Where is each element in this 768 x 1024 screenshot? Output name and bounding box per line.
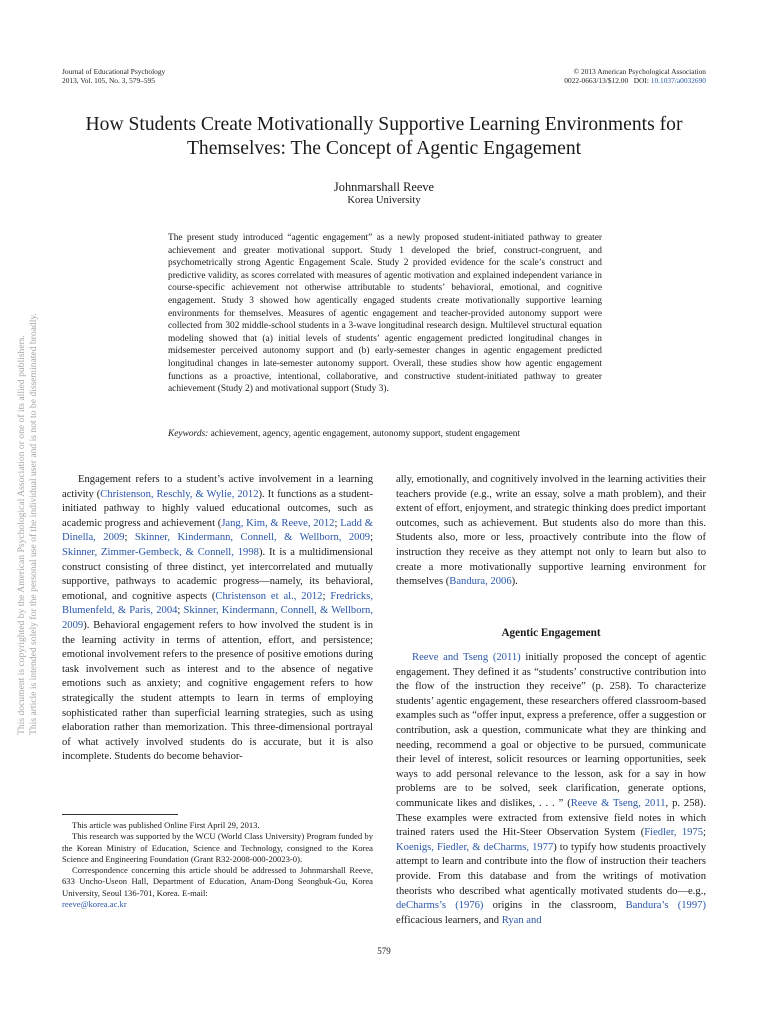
email-link[interactable]: reeve@korea.ac.kr: [62, 899, 127, 910]
continued-paragraph: [396, 473, 706, 590]
citation-link[interactable]: Ladd & Dinella, 2009: [62, 517, 373, 544]
body-text: ;: [177, 605, 184, 617]
body-text: ;: [370, 532, 374, 544]
body-text: ).: [511, 576, 518, 588]
keywords-list: achievement, agency, agentic engagement, autonomy support, student engagement: [210, 429, 521, 439]
section-heading: Agentic Engagement: [501, 627, 601, 639]
copyright-header: [564, 67, 706, 85]
citation-link[interactable]: Christenson, Reschly, & Wylie, 2012: [100, 488, 259, 500]
intro-paragraph: [62, 473, 373, 765]
footnotes: [62, 820, 373, 910]
body-column-left: [62, 473, 373, 765]
citation-link[interactable]: Christenson et al., 2012: [215, 590, 323, 602]
footnote-rule: [62, 814, 178, 815]
journal-name: Journal of Educational Psychology: [62, 67, 166, 76]
issn: 0022-0663/13/$12.00: [564, 76, 629, 85]
body-text: ). Behavioral engagement refers to how involved the student is in the learning activity in terms of attention, effort, and persistence; emotional involvement refers to the presence of positive emotions during task involvement such as interest and to the absence of negative emotions such as anxiety; and cognitive engagement refers to how strategically the student attempts to learn in terms of employing sophisticated rather than superficial learning strategies, such as using elaboration rather than memorization. This three-dimensional portrayal of what actively involved students do is accurate, but it is also incomplete. Students do become behavior-: [62, 619, 373, 763]
article-title: [40, 113, 728, 161]
citation-link[interactable]: deCharms’s (1976): [396, 900, 484, 912]
citation-link[interactable]: Fiedler, 1975: [644, 827, 704, 839]
body-text: ;: [334, 517, 341, 529]
citation-link[interactable]: Bandura, 2006: [449, 576, 512, 588]
citation-link[interactable]: Ryan and: [501, 914, 542, 926]
body-text: origins in the classroom,: [483, 900, 626, 912]
body-text: initially proposed the concept of agentic engagement. They defined it as “students’ constructive contribution into the flow of the instruction they receive” (p. 258). To characterize students’ agentic engagement, these researchers offered classroom-based examples such as “offer input, express a preference, offer a suggestion or contribution, ask a question, communicate what they are thinking and needing, recommend a goal or objective to be pursued, communicate their level of interest, solicit resources or learning opportunities, seek ways to add personal relevance to the lesson, ask for a say in how problems are to be solved, seek clarification, generate options, communicate likes and dislikes, . . . ” (: [396, 652, 706, 809]
footnote-published: This article was published Online First April 29, 2013.: [72, 820, 260, 830]
author-affiliation: Korea University: [347, 195, 421, 206]
citation-link[interactable]: Skinner, Kindermann, Connell, & Wellborn, 2009: [134, 532, 371, 544]
citation-link[interactable]: Fredricks, Blumenfeld, & Paris, 2004: [62, 590, 373, 617]
body-text: ally, emotionally, and cognitively involved in the learning activities their teachers provide (e.g., write an essay, solve a math problem), and their extent of effort, enjoyment, and strategic thinking does predict important outcomes, such as achievement. But students also do more than this. Students also, more or less, proactively contribute into the flow of instruction they receive as they attempt not only to learn but also to create a more motivationally supportive learning environment for themselves (: [396, 474, 706, 588]
footnote-correspondence: [62, 865, 373, 910]
body-text: ). It is a multidimensional construct consisting of three distinct, yet intercorrelated and mutually supportive, pathways to academic progress—namely, its behavioral, emotional, and cognitive aspects (: [62, 546, 373, 602]
body-text: ;: [124, 532, 135, 544]
citation-link[interactable]: Jang, Kim, & Reeve, 2012: [221, 517, 335, 529]
citation-link[interactable]: Skinner, Kindermann, Connell, & Wellborn, 2009: [62, 605, 374, 631]
citation-link[interactable]: Bandura’s (1997): [625, 900, 706, 912]
side-notice-line-2: This article is intended solely for the personal use of the individual user and is not to be disseminated broadly.: [28, 313, 39, 735]
citation-link[interactable]: Reeve & Tseng, 2011: [570, 797, 666, 809]
footnote-funding: This research was supported by the WCU (World Class University) Program funded by the Korean Ministry of Education, Science and Technology, consigned to the Korea Science and Engineering Foundation (Grant R32-2008-000-20023-0).: [62, 831, 373, 864]
agentic-paragraph: [396, 651, 706, 928]
body-text: ) to typify how students proactively attempt to learn and contribute into the flow of instruction their teachers provide. From this database and from the writings of motivation theorists who described what agentically motivated students do—e.g.,: [396, 841, 706, 897]
side-notice-line-1: This document is copyrighted by the American Psychological Association or one of its allied publishers.: [16, 335, 27, 735]
doi-link[interactable]: 10.1037/a0032690: [650, 76, 706, 85]
body-text: ). It functions as a student-initiated pathway to highly valued educational outcomes, such as academic progress and achievement (: [62, 488, 373, 529]
abstract: The present study introduced “agentic engagement” as a newly proposed student-initiated pathway to greater achievement and greater motivational support. Study 1 developed the brief, construct-congruent, and psychometrically strong Agentic Engagement Scale. Study 2 provided evidence for the scale’s construct and predictive validity, as scores correlated with measures of agentic motivation and explained independent variance in course-specific achievement not otherwise attributable to students’ behavioral, emotional, and cognitive engagement. Study 3 showed how agentically engaged students create motivationally supportive learning environments for themselves. Measures of agentic engagement and teacher-provided autonomy support were collected from 302 middle-school students in a 3-wave longitudinal research design. Multilevel structural equation modeling showed that (a) initial levels of students’ agentic engagement predicted longitudinal changes in midsemester perceived autonomy support and (b) early-semester changes in agentic engagement predicted longitudinal changes in late-semester autonomy support. Overall, these studies show how agentic engagement functions as a proactive, intentional, collaborative, and constructive student-initiated pathway to greater achievement (Study 2) and motivational support (Study 3).: [168, 233, 602, 395]
volume-line: 2013, Vol. 105, No. 3, 579–595: [62, 76, 155, 85]
doi-label: DOI:: [633, 76, 649, 85]
body-column-right-section: [396, 651, 706, 928]
body-text: efficacious learners, and: [396, 914, 502, 926]
body-text: , p. 258). These examples were extracted from extensive field notes in which trained raters used the Hit-Steer Observation System (: [396, 797, 706, 839]
body-text: Engagement refers to a student’s active involvement in a learning activity (: [62, 474, 373, 500]
correspondence-text: Correspondence concerning this article should be addressed to Johnmarshall Reeve, 633 Uncho-Useon Hall, Department of Education, Anam-Dong Seongbuk-Gu, Korea University, Seoul 136-701, Korea. E-mail:: [62, 865, 373, 898]
body-text: ;: [703, 827, 706, 839]
page-number: 579: [377, 946, 391, 956]
title-line-2: Themselves: The Concept of Agentic Engagement: [186, 138, 582, 159]
title-line-1: How Students Create Motivationally Supportive Learning Environments for: [85, 114, 683, 135]
body-column-right: [396, 473, 706, 590]
author-name: Johnmarshall Reeve: [333, 180, 435, 194]
citation-link[interactable]: Koenigs, Fiedler, & deCharms, 1977: [396, 841, 554, 853]
issn-doi-line: [564, 76, 706, 85]
citation-link[interactable]: Skinner, Zimmer-Gembeck, & Connell, 1998: [62, 546, 259, 558]
body-text: ;: [322, 590, 331, 602]
journal-header: [62, 67, 165, 85]
copyright-side-notice: [16, 313, 40, 735]
citation-link[interactable]: Reeve and Tseng (2011): [412, 652, 521, 663]
keywords: [168, 428, 602, 440]
copyright-line: © 2013 American Psychological Association: [573, 67, 706, 76]
keywords-label: Keywords:: [168, 429, 209, 439]
